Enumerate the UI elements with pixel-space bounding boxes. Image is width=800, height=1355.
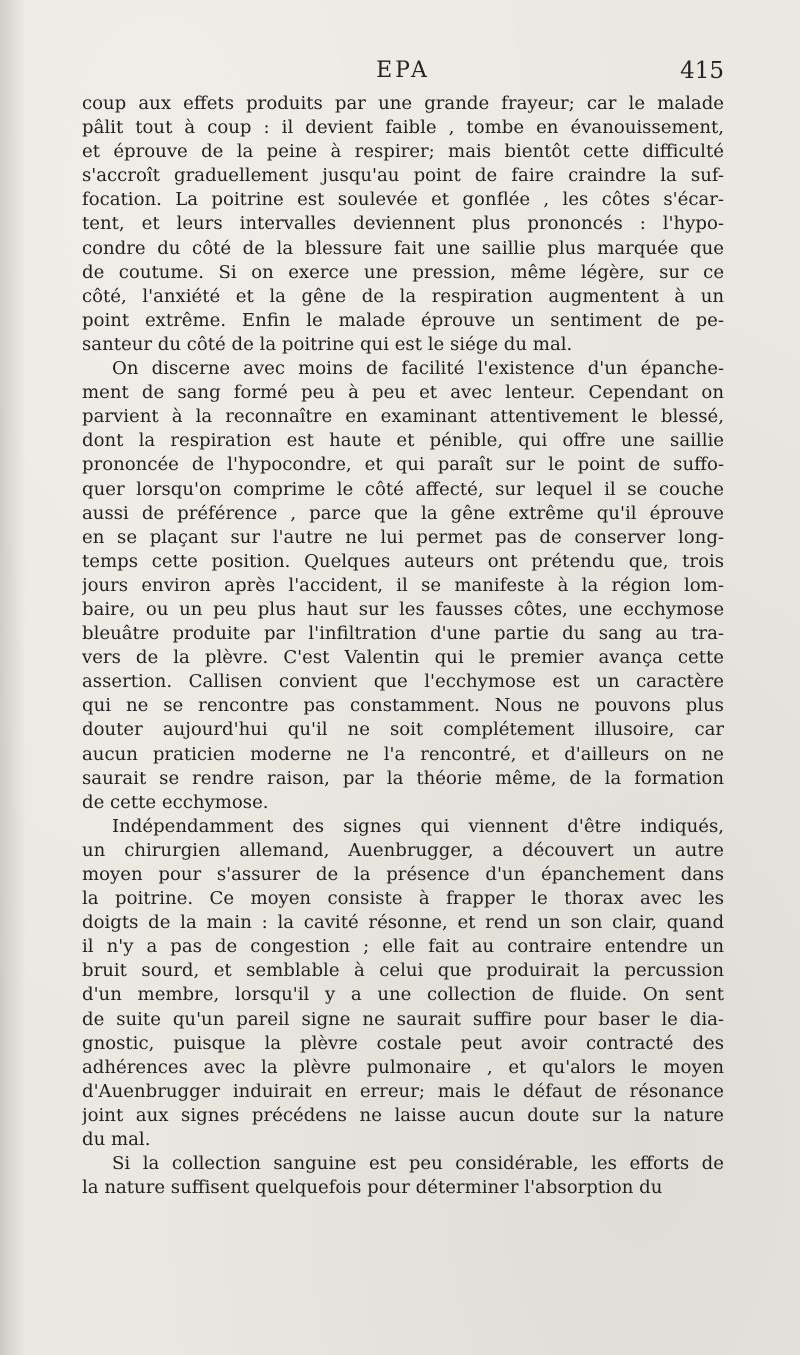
body-text	[82, 92, 724, 1200]
text-line: gnostic, puisque la plèvre costale peut avoir contracté des	[82, 1032, 724, 1054]
text-line: moyen pour s'assurer de la présence d'un épanchement dans	[82, 864, 724, 885]
text-line: pâlit tout à coup : il devient faible , tombe en évanouissement,	[82, 117, 724, 139]
text-line: de cette ecchymose.	[82, 791, 269, 813]
text-line: quer lorsqu'on comprime le côté affecté, sur lequel il se couche	[82, 478, 724, 500]
text-line: d'un membre, lorsqu'il y a une collection de fluide. On sent	[82, 984, 724, 1006]
text-line: adhérences avec la plèvre pulmonaire , et qu'alors le moyen	[82, 1056, 724, 1078]
text-line: baire, ou un peu plus haut sur les fausses côtes, une ecchymose	[82, 598, 724, 620]
text-line: On discerne avec moins de facilité l'existence d'un épanche-	[112, 358, 724, 380]
text-line: vers de la plèvre. C'est Valentin qui le premier avança cette	[82, 647, 724, 669]
paragraph	[82, 92, 724, 357]
text-line: de suite qu'un pareil signe ne saurait suffire pour baser le dia-	[82, 1008, 724, 1030]
text-line: Indépendamment des signes qui viennent d'être indiqués,	[112, 815, 724, 837]
page-gutter-shadow	[0, 0, 26, 1355]
text-line: et éprouve de la peine à respirer; mais bientôt cette difficulté	[82, 141, 724, 163]
text-line: il n'y a pas de congestion ; elle fait au contraire entendre un	[82, 936, 724, 958]
text-line: point extrême. Enfin le malade éprouve un sentiment de pe-	[82, 309, 724, 331]
text-line: côté, l'anxiété et la gêne de la respiration augmentent à un	[82, 285, 724, 307]
text-line: de coutume. Si on exerce une pression, même légère, sur ce	[82, 261, 724, 283]
paragraph	[82, 357, 724, 815]
page-header	[82, 58, 724, 90]
text-line: douter aujourd'hui qu'il ne soit complétement illusoire, car	[82, 719, 724, 741]
page-number: 415	[680, 58, 724, 84]
text-line: bruit sourd, et semblable à celui que produirait la percussion	[82, 960, 724, 982]
text-line: joint aux signes précédens ne laisse aucun doute sur la nature	[82, 1104, 724, 1126]
text-line: coup aux effets produits par une grande frayeur; car le malade	[82, 93, 724, 114]
text-line: prononcée de l'hypocondre, et qui paraît sur le point de suffo-	[82, 454, 724, 476]
text-line: santeur du côté de la poitrine qui est le siége du mal.	[82, 333, 573, 355]
text-line: la poitrine. Ce moyen consiste à frapper le thorax avec les	[82, 888, 724, 910]
text-line: Si la collection sanguine est peu considérable, les efforts de	[112, 1153, 724, 1175]
text-line: du mal.	[82, 1129, 151, 1151]
text-line: saurait se rendre raison, par la théorie même, de la formation	[82, 767, 724, 789]
text-line: en se plaçant sur l'autre ne lui permet pas de conserver long-	[82, 526, 724, 548]
text-line: tent, et leurs intervalles deviennent plus prononcés : l'hypo-	[82, 213, 724, 235]
text-line: temps cette position. Quelques auteurs ont prétendu que, trois	[82, 550, 724, 572]
paragraph	[82, 815, 724, 1152]
running-head: EPA	[376, 58, 430, 83]
text-line: focation. La poitrine est soulevée et gonflée , les côtes s'écar-	[82, 189, 724, 211]
text-line: jours environ après l'accident, il se manifeste à la région lom-	[82, 574, 724, 596]
text-line: doigts de la main : la cavité résonne, et rend un son clair, quand	[82, 912, 724, 934]
text-line: la nature suffisent quelquefois pour déterminer l'absorption du	[82, 1177, 663, 1199]
text-line: aussi de préférence , parce que la gêne extrême qu'il éprouve	[82, 502, 724, 524]
paragraph	[82, 1152, 724, 1200]
text-line: qui ne se rencontre pas constamment. Nous ne pouvons plus	[82, 695, 724, 717]
text-line: condre du côté de la blessure fait une saillie plus marquée que	[82, 237, 724, 259]
text-line: un chirurgien allemand, Auenbrugger, a découvert un autre	[82, 839, 724, 861]
text-line: aucun praticien moderne ne l'a rencontré, et d'ailleurs on ne	[82, 743, 724, 765]
text-line: parvient à la reconnaître en examinant attentivement le blessé,	[82, 406, 724, 428]
text-line: bleuâtre produite par l'infiltration d'une partie du sang au tra-	[82, 623, 724, 645]
text-line: dont la respiration est haute et pénible, qui offre une saillie	[82, 430, 724, 452]
text-line: d'Auenbrugger induirait en erreur; mais le défaut de résonance	[82, 1080, 724, 1102]
text-line: ment de sang formé peu à peu et avec lenteur. Cependant on	[82, 382, 724, 404]
text-line: assertion. Callisen convient que l'ecchymose est un caractère	[82, 671, 724, 693]
text-line: s'accroît graduellement jusqu'au point de faire craindre la suf-	[82, 165, 724, 187]
